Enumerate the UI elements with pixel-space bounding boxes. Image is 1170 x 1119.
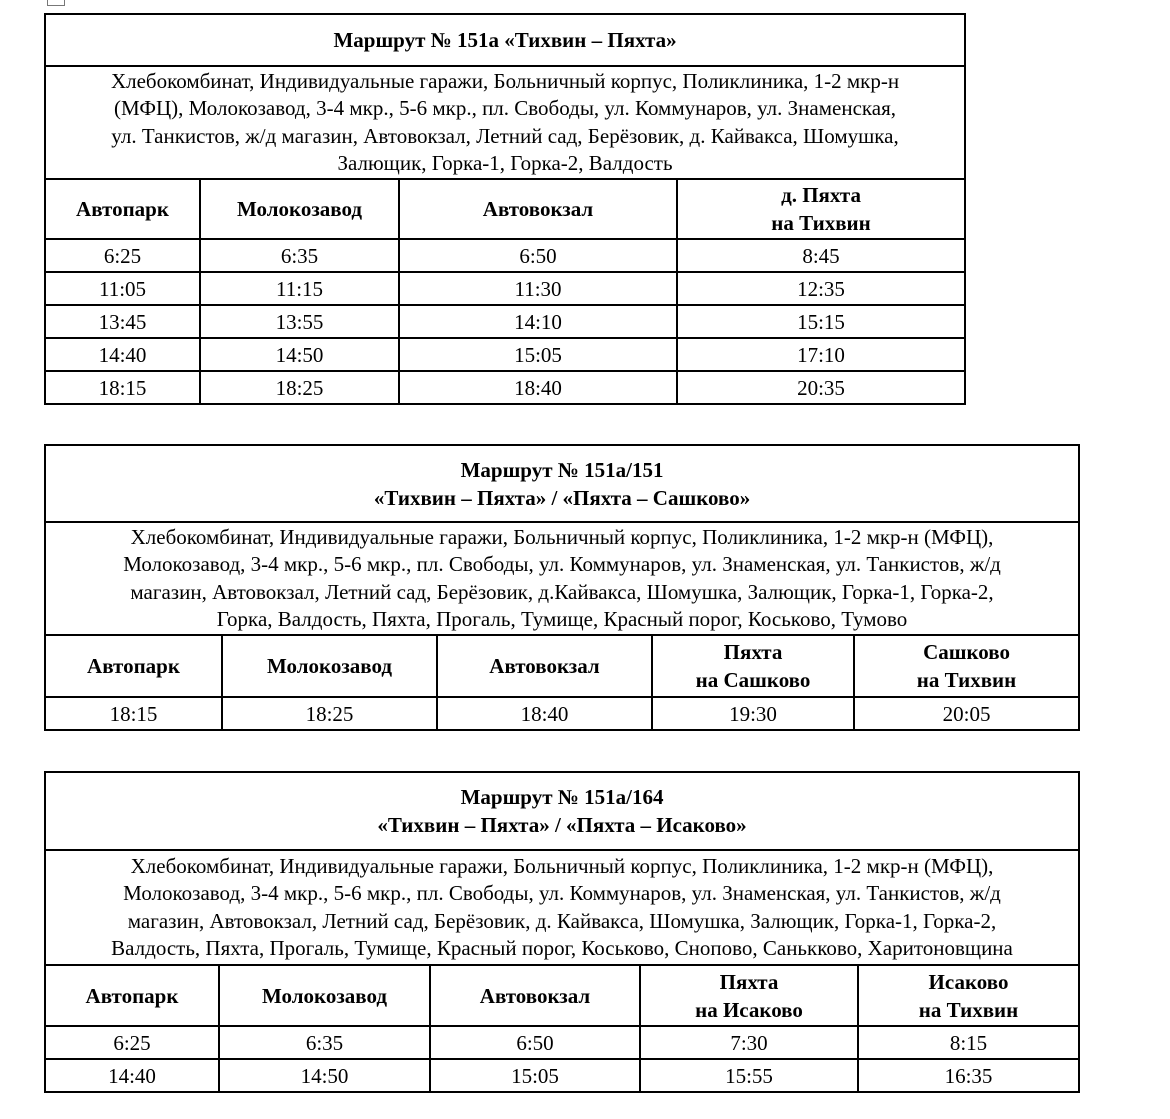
corner-checkbox xyxy=(47,0,65,6)
route-stops-line: Горка, Валдость, Пяхта, Прогаль, Тумище, Красный порог, Коськово, Тумово xyxy=(216,607,908,631)
route-stops-line: Залющик, Горка-1, Горка-2, Валдость xyxy=(337,151,673,175)
column-header-line: на Тихвин xyxy=(771,211,871,235)
table-row xyxy=(45,1026,1079,1059)
route-stops-line: Валдость, Пяхта, Прогаль, Тумище, Красный порог, Коськово, Снопово, Санькково, Харитоновщина xyxy=(111,936,1013,960)
route-title-line: «Тихвин – Пяхта» / «Пяхта – Сашково» xyxy=(373,485,751,510)
column-header xyxy=(200,179,399,239)
time-cell: 19:30 xyxy=(652,697,854,730)
route-title-line: Маршрут № 151а/151 xyxy=(460,457,664,482)
table-row xyxy=(45,338,965,371)
route-stops-line: Молокозавод, 3-4 мкр., 5-6 мкр., пл. Свободы, ул. Коммунаров, ул. Знаменская, ул. Танкистов, ж/д xyxy=(123,552,1001,576)
column-header-line: Исаково xyxy=(928,969,1009,994)
column-header-line: д. Пяхта xyxy=(781,183,861,207)
column-header-line: Молокозавод xyxy=(266,654,393,678)
route-stops-line: Хлебокомбинат, Индивидуальные гаражи, Больничный корпус, Поликлиника, 1-2 мкр-н xyxy=(110,68,900,93)
column-header-line: Молокозавод xyxy=(236,197,363,221)
time-cell: 18:25 xyxy=(200,371,399,404)
time-cell: 15:05 xyxy=(399,338,677,371)
column-header-line: на Сашково xyxy=(695,668,811,692)
route-title-line: Маршрут № 151а/164 xyxy=(460,785,664,809)
column-header xyxy=(640,965,858,1026)
time-cell: 15:15 xyxy=(677,305,965,338)
column-header-line: Пяхта xyxy=(723,640,783,664)
time-cell: 14:50 xyxy=(219,1059,430,1092)
column-header-line: Молокозавод xyxy=(261,983,388,1008)
time-cell: 18:25 xyxy=(222,697,437,730)
route-stops xyxy=(45,522,1079,635)
route-stops-line: ул. Танкистов, ж/д магазин, Автовокзал, Летний сад, Берёзовик, д. Кайвакса, Шомушка, xyxy=(111,123,899,148)
column-header-line: Автопарк xyxy=(85,983,179,1008)
table-row xyxy=(45,697,1079,730)
column-header xyxy=(45,179,200,239)
route-151a-164-table xyxy=(44,771,1080,1093)
column-header xyxy=(430,965,640,1026)
time-cell: 12:35 xyxy=(677,272,965,305)
column-header-line: на Тихвин xyxy=(918,997,1019,1022)
column-header xyxy=(858,965,1079,1026)
table-row xyxy=(45,1059,1079,1092)
time-cell: 8:45 xyxy=(677,239,965,272)
time-cell: 14:40 xyxy=(45,338,200,371)
time-cell: 6:25 xyxy=(45,239,200,272)
time-cell: 16:35 xyxy=(858,1059,1079,1092)
time-cell: 20:05 xyxy=(854,697,1079,730)
route-stops-line: (МФЦ), Молокозавод, 3-4 мкр., 5-6 мкр., пл. Свободы, ул. Коммунаров, ул. Знаменская, xyxy=(114,96,897,120)
time-cell: 18:15 xyxy=(45,371,200,404)
column-header-line: Сашково xyxy=(923,640,1010,664)
route-title-line: Маршрут № 151а «Тихвин – Пяхта» xyxy=(333,28,677,52)
time-cell: 14:10 xyxy=(399,305,677,338)
time-cell: 6:35 xyxy=(200,239,399,272)
column-header xyxy=(677,179,965,239)
time-cell: 18:40 xyxy=(437,697,652,730)
time-cell: 6:50 xyxy=(399,239,677,272)
route-title xyxy=(45,14,965,66)
time-cell: 8:15 xyxy=(858,1026,1079,1059)
route-stops xyxy=(45,850,1079,965)
route-stops-line: магазин, Автовокзал, Летний сад, Берёзовик, д. Кайвакса, Шомушка, Залющик, Горка-1, Горка-2, xyxy=(127,908,997,933)
route-stops-line: Молокозавод, 3-4 мкр., 5-6 мкр., пл. Свободы, ул. Коммунаров, ул. Знаменская, ул. Танкистов, ж/д xyxy=(123,881,1001,905)
time-cell: 15:05 xyxy=(430,1059,640,1092)
table-row xyxy=(45,272,965,305)
time-cell: 7:30 xyxy=(640,1026,858,1059)
column-header xyxy=(222,635,437,697)
column-header xyxy=(399,179,677,239)
column-header xyxy=(45,635,222,697)
column-header-line: Автопарк xyxy=(87,654,180,678)
time-cell: 14:50 xyxy=(200,338,399,371)
column-header xyxy=(437,635,652,697)
time-cell: 13:55 xyxy=(200,305,399,338)
column-header-line: Автовокзал xyxy=(489,654,600,678)
table-row xyxy=(45,239,965,272)
column-header-line: Автовокзал xyxy=(479,983,591,1008)
table-row xyxy=(45,371,965,404)
route-title-line: «Тихвин – Пяхта» / «Пяхта – Исаково» xyxy=(377,813,747,837)
column-header-line: на Тихвин xyxy=(916,668,1017,692)
column-header xyxy=(219,965,430,1026)
column-header-line: Пяхта xyxy=(719,969,779,994)
column-header-line: на Исаково xyxy=(695,997,803,1022)
time-cell: 6:35 xyxy=(219,1026,430,1059)
route-151a-151-table xyxy=(44,444,1080,731)
table-row xyxy=(45,305,965,338)
column-header-line: Автопарк xyxy=(76,197,169,221)
route-stops-line: магазин, Автовокзал, Летний сад, Берёзовик, д.Кайвакса, Шомушка, Залющик, Горка-1, Горка-2, xyxy=(130,579,994,604)
time-cell: 20:35 xyxy=(677,371,965,404)
column-header xyxy=(45,965,219,1026)
time-cell: 6:25 xyxy=(45,1026,219,1059)
column-header xyxy=(652,635,854,697)
route-stops-line: Хлебокомбинат, Индивидуальные гаражи, Больничный корпус, Поликлиника, 1-2 мкр-н (МФЦ), xyxy=(130,853,994,878)
time-cell: 11:30 xyxy=(399,272,677,305)
route-stops-line: Хлебокомбинат, Индивидуальные гаражи, Больничный корпус, Поликлиника, 1-2 мкр-н (МФЦ), xyxy=(130,524,994,549)
route-title xyxy=(45,772,1079,850)
route-title xyxy=(45,445,1079,522)
time-cell: 6:50 xyxy=(430,1026,640,1059)
route-stops xyxy=(45,66,965,179)
time-cell: 15:55 xyxy=(640,1059,858,1092)
time-cell: 18:40 xyxy=(399,371,677,404)
time-cell: 11:15 xyxy=(200,272,399,305)
time-cell: 17:10 xyxy=(677,338,965,371)
route-151a-table xyxy=(44,13,966,405)
time-cell: 11:05 xyxy=(45,272,200,305)
time-cell: 13:45 xyxy=(45,305,200,338)
column-header xyxy=(854,635,1079,697)
time-cell: 18:15 xyxy=(45,697,222,730)
column-header-line: Автовокзал xyxy=(482,197,594,221)
time-cell: 14:40 xyxy=(45,1059,219,1092)
